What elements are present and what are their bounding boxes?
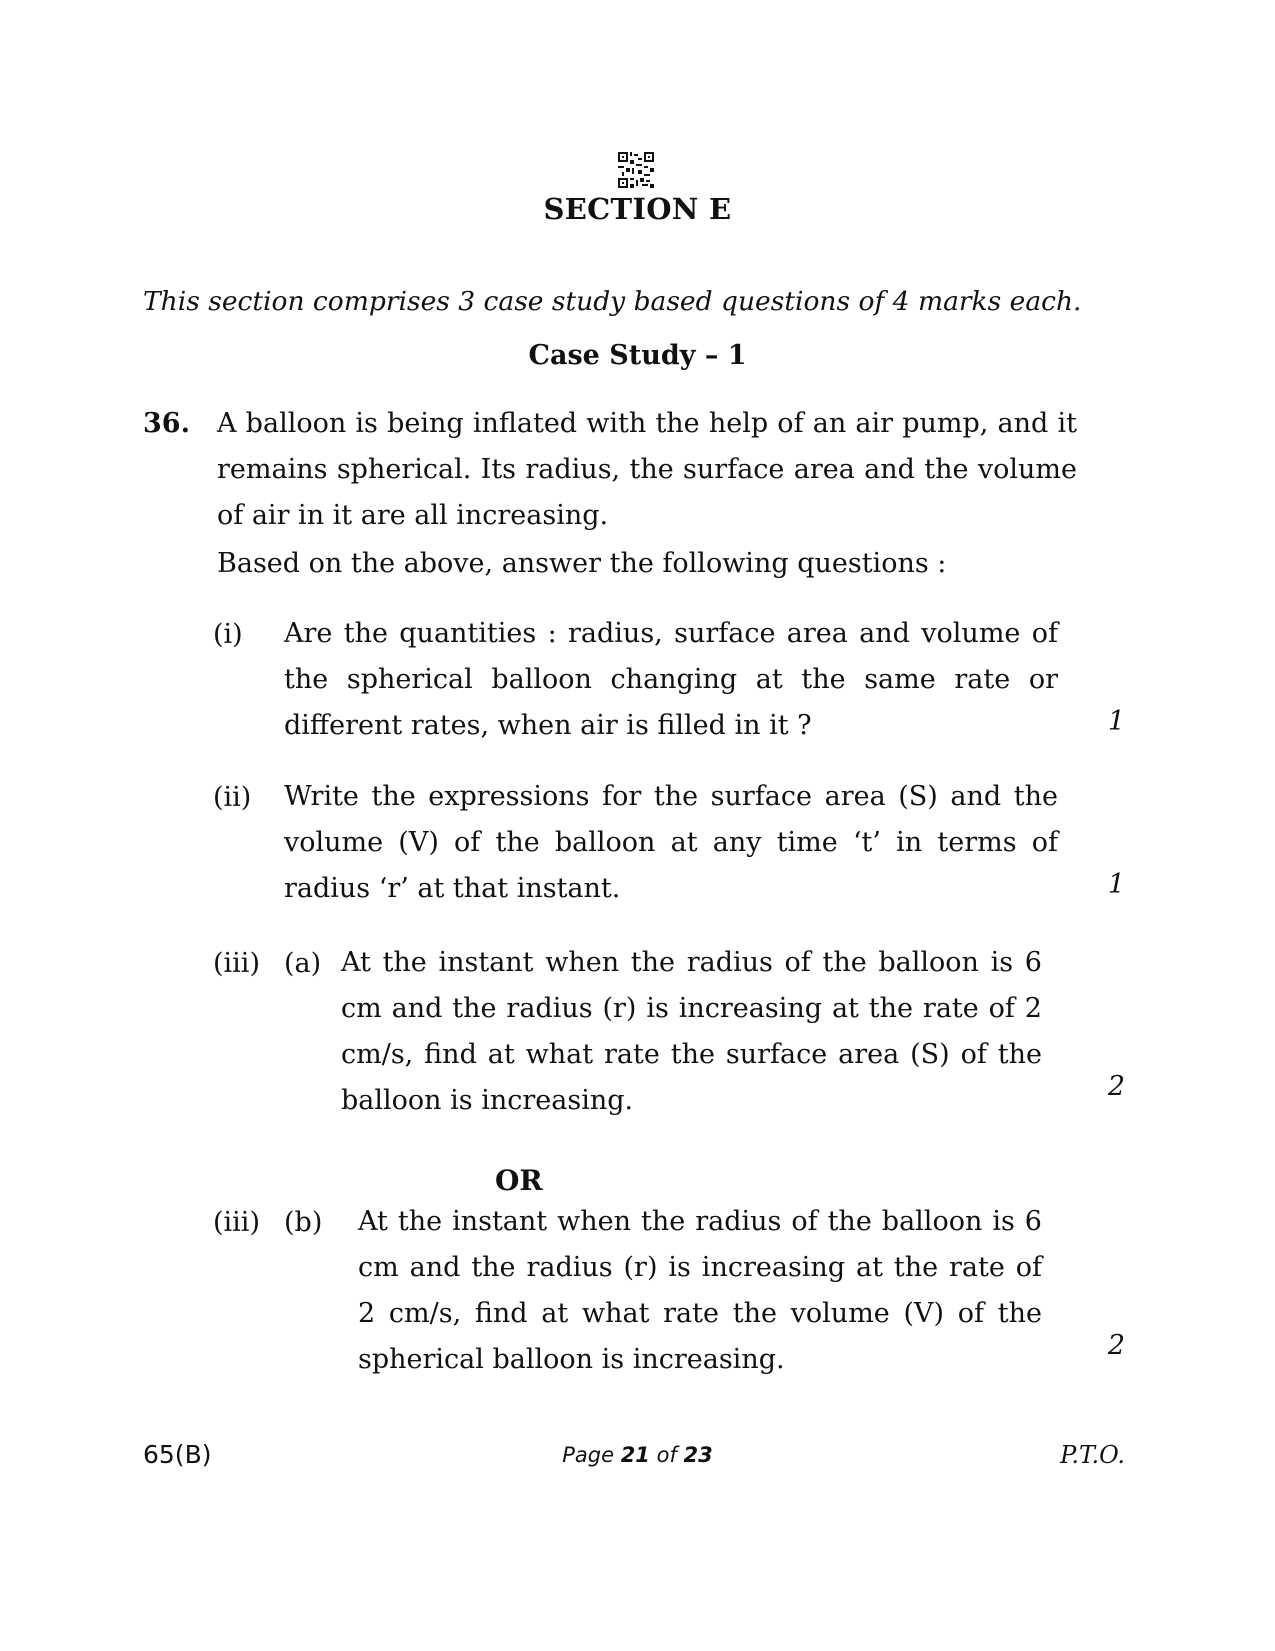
part-i-text: Are the quantities : radius, surface area and volume of the spherical balloon changing at the same rate or different rates, when air is filled in it ? — [284, 618, 1058, 741]
question-instruction: Based on the above, answer the following questions : — [217, 548, 947, 579]
part-label-iii-b: (iii) — [213, 1207, 260, 1238]
question-stem: A balloon is being inflated with the help of an air pump, and it remains spherical. Its radius, the surface area and the volume of air in it are all increasing. — [217, 408, 1077, 531]
part-ii-text: Write the expressions for the surface area (S) and the volume (V) of the balloon at any time ‘t’ in terms of radius ‘r’ at that instant. — [284, 781, 1058, 904]
page-of: of — [656, 1443, 677, 1467]
qr-code — [618, 152, 654, 188]
question-number: 36. — [143, 408, 190, 439]
section-instructions: This section comprises 3 case study based questions of 4 marks each. — [143, 286, 1082, 317]
part-iii-b-marks: 2 — [1107, 1330, 1125, 1361]
page-prefix: Page — [562, 1443, 614, 1467]
part-label-iii-a: (iii) — [213, 948, 260, 979]
part-sublabel-a: (a) — [284, 948, 322, 979]
part-label-ii: (ii) — [213, 782, 252, 813]
page-current: 21 — [620, 1443, 650, 1467]
part-ii-marks: 1 — [1107, 869, 1125, 900]
section-title: SECTION E — [543, 192, 732, 226]
page-total: 23 — [683, 1443, 713, 1467]
part-iii-b-text: At the instant when the radius of the balloon is 6 cm and the radius (r) is increasing at the rate of 2 cm/s, find at what rate the volume (V) of the spherical balloon is increasing. — [358, 1206, 1042, 1375]
pto-label: P.T.O. — [1060, 1441, 1125, 1469]
part-label-i: (i) — [213, 619, 243, 650]
part-sublabel-b: (b) — [284, 1207, 323, 1238]
part-iii-a-marks: 2 — [1107, 1071, 1125, 1102]
part-iii-a-text: At the instant when the radius of the balloon is 6 cm and the radius (r) is increasing at the rate of 2 cm/s, find at what rate the surface area (S) of the balloon is increasing. — [341, 947, 1042, 1116]
or-separator: OR — [495, 1164, 543, 1197]
part-i-marks: 1 — [1107, 706, 1125, 737]
paper-code: 65(B) — [143, 1440, 212, 1469]
case-study-title: Case Study – 1 — [528, 340, 747, 371]
